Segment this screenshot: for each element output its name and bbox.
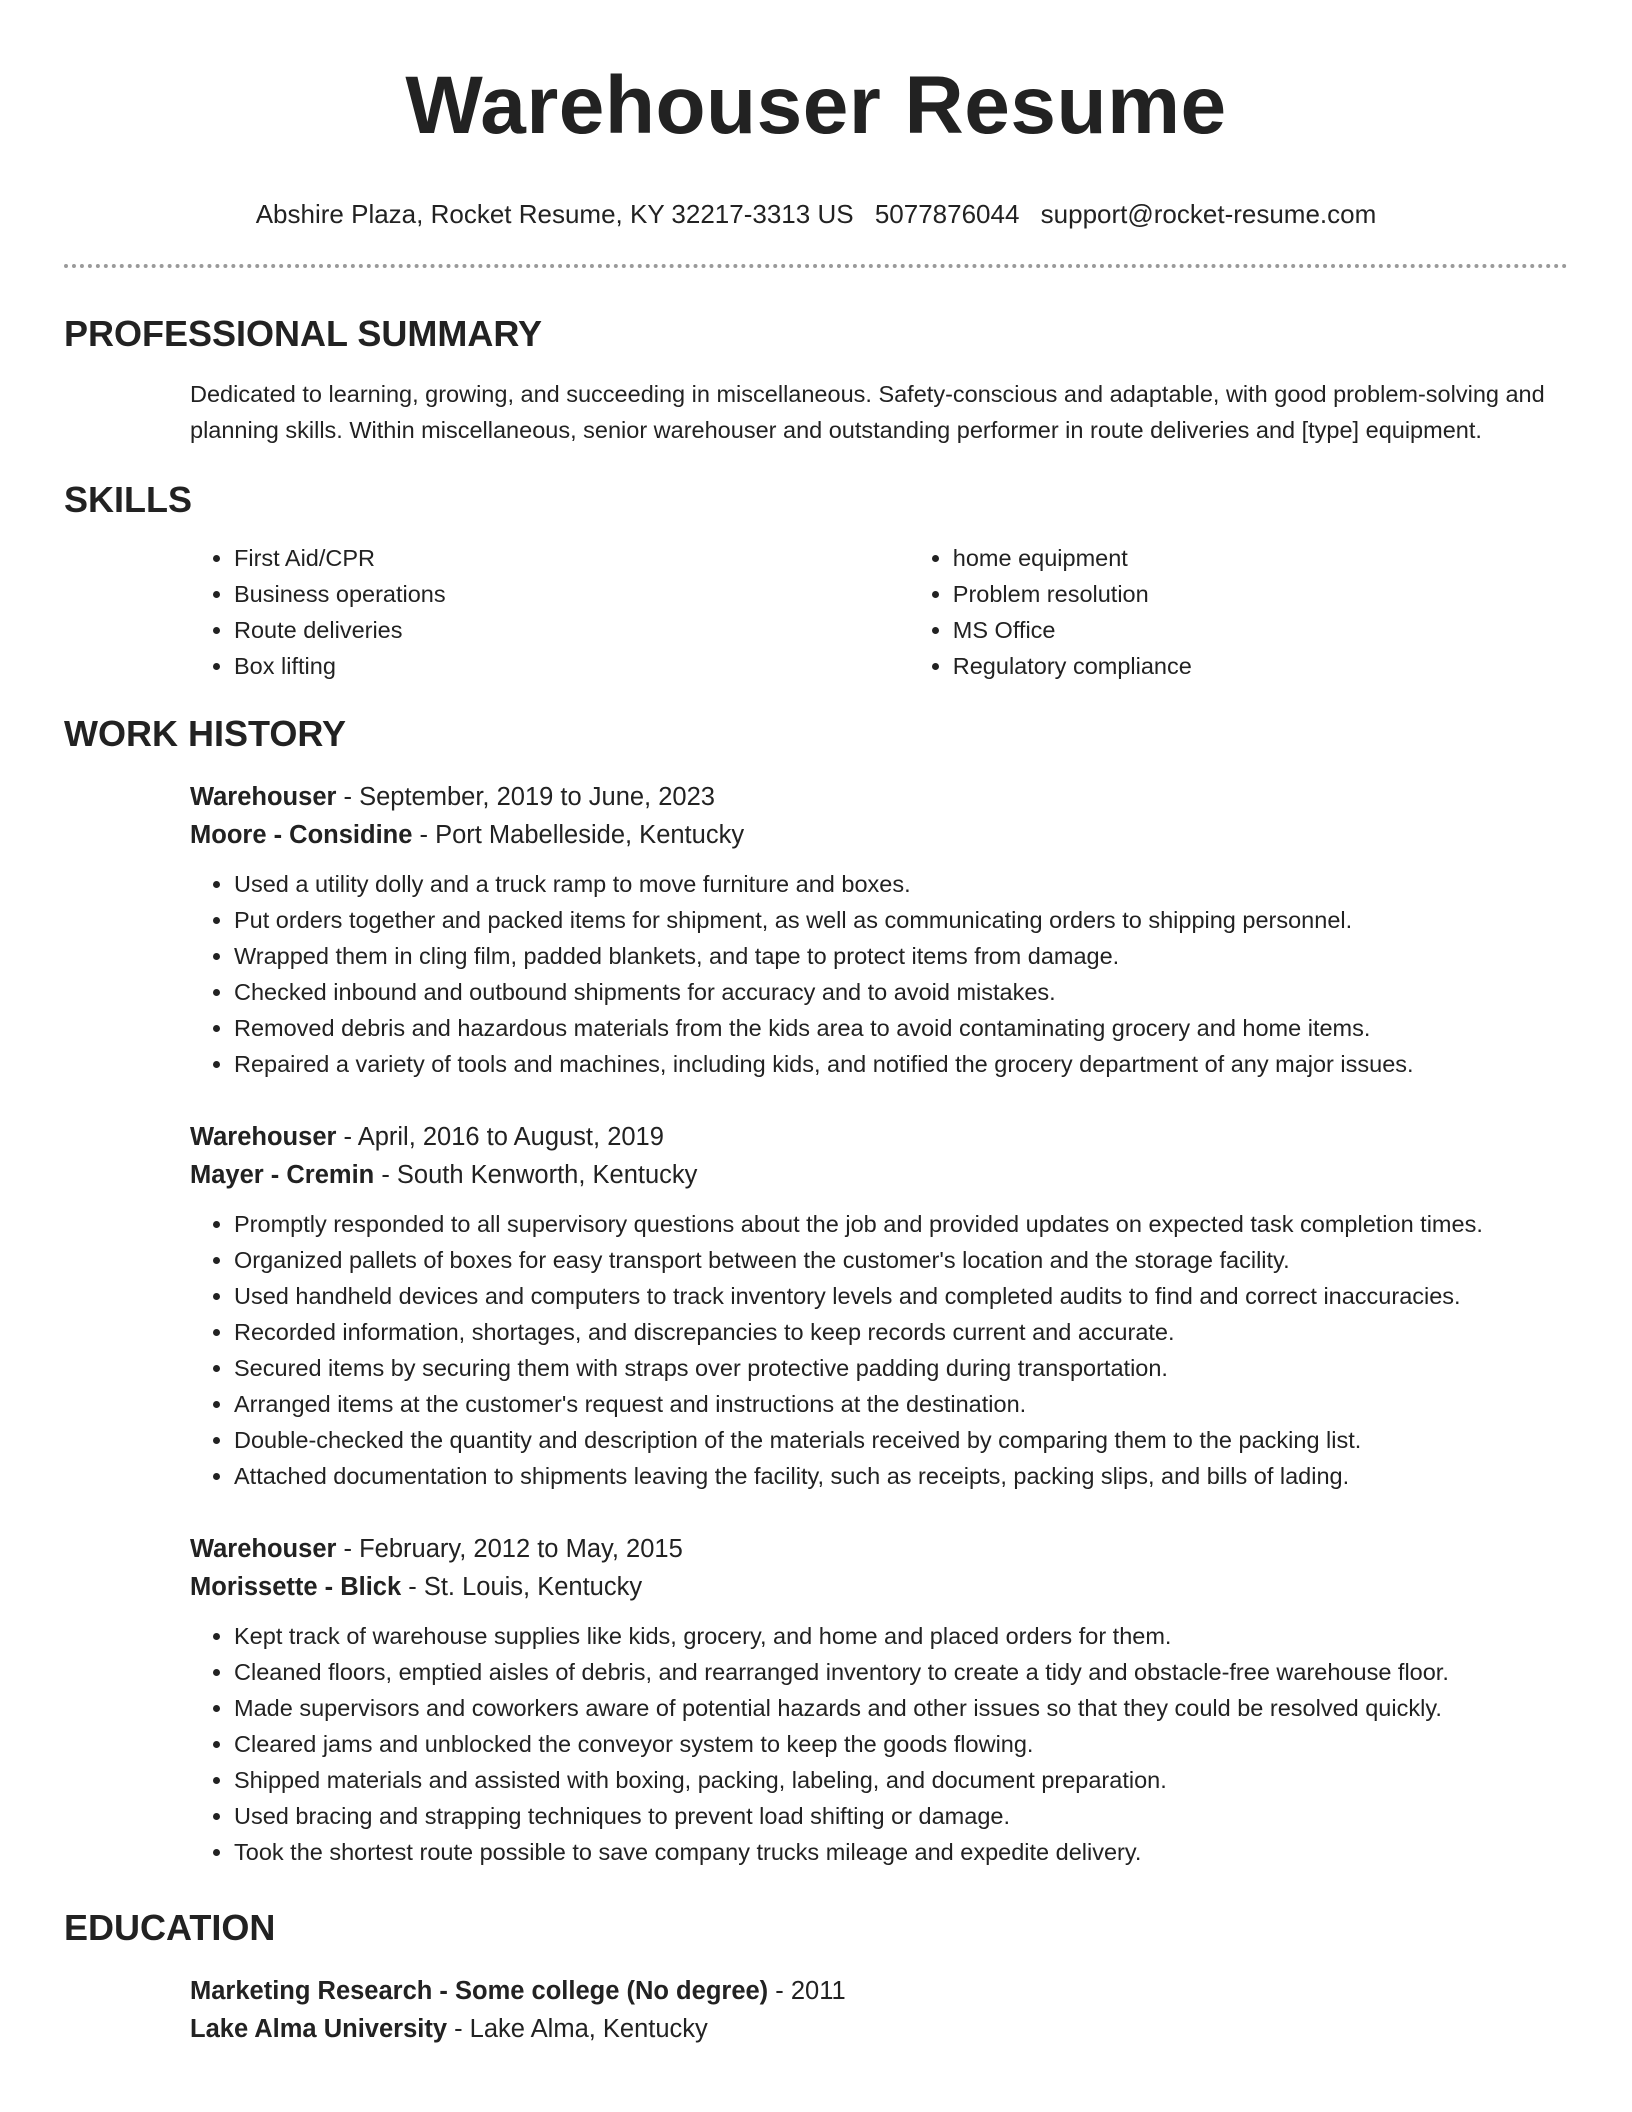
skills-column-left: [190, 540, 909, 684]
job-title: Warehouser: [190, 1535, 337, 1563]
education-section: [64, 1906, 1568, 2048]
job-dates: - April, 2016 to August, 2019: [336, 1123, 664, 1151]
skills-heading: SKILLS: [64, 479, 193, 520]
skill-item: • Box lifting: [234, 648, 909, 684]
job-location: - South Kenworth, Kentucky: [374, 1161, 698, 1189]
header-divider: [64, 264, 1568, 268]
skills-grid: [190, 540, 1568, 684]
summary-section: [64, 312, 1568, 448]
job-bullet: • Promptly responded to all supervisory questions about the job and provided updates on expected task completion times.: [234, 1206, 1568, 1242]
job-company: Mayer - Cremin: [190, 1161, 375, 1189]
education-location: - Lake Alma, Kentucky: [447, 2015, 708, 2043]
job-company: Moore - Considine: [190, 821, 413, 849]
contact-address: Abshire Plaza, Rocket Resume, KY 32217-3313 US: [255, 199, 854, 229]
skill-item: • Route deliveries: [234, 612, 909, 648]
job-location: - Port Mabelleside, Kentucky: [412, 821, 745, 849]
job-location: - St. Louis, Kentucky: [401, 1573, 643, 1601]
job-bullet: • Used bracing and strapping techniques to prevent load shifting or damage.: [234, 1798, 1568, 1834]
job-entry: [190, 778, 1568, 1082]
summary-text: Dedicated to learning, growing, and succeeding in miscellaneous. Safety-conscious and adaptable, with good problem-solving and planning skills. Within miscellaneous, senior warehouser and outstanding performer in route deliveries and [type] equipment.: [190, 381, 1545, 443]
job-bullet: • Attached documentation to shipments leaving the facility, such as receipts, packing slips, and bills of lading.: [234, 1458, 1568, 1494]
job-bullet: • Checked inbound and outbound shipments for accuracy and to avoid mistakes.: [234, 974, 1568, 1010]
job-title-line: [190, 778, 1568, 816]
work-history-heading: WORK HISTORY: [64, 713, 347, 754]
job-bullets: [190, 1618, 1568, 1870]
skill-item: • Business operations: [234, 576, 909, 612]
job-bullet: • Used a utility dolly and a truck ramp to move furniture and boxes.: [234, 866, 1568, 902]
job-bullet: • Shipped materials and assisted with boxing, packing, labeling, and document preparation.: [234, 1762, 1568, 1798]
job-bullet: • Removed debris and hazardous materials from the kids area to avoid contaminating grocery and home items.: [234, 1010, 1568, 1046]
education-heading: EDUCATION: [64, 1907, 276, 1948]
job-entry: [190, 1530, 1568, 1870]
skill-item: • First Aid/CPR: [234, 540, 909, 576]
job-title-line: [190, 1118, 1568, 1156]
contact-phone: 5077876044: [874, 199, 1020, 229]
page-title: Warehouser Resume: [405, 60, 1227, 151]
skill-item: • MS Office: [953, 612, 1568, 648]
skills-column-right: [909, 540, 1568, 684]
education-degree: Marketing Research - Some college (No degree): [190, 1977, 769, 2005]
skills-section: [64, 478, 1568, 684]
resume-page: [64, 0, 1568, 2048]
education-school: Lake Alma University: [190, 2015, 448, 2043]
skill-item: • Regulatory compliance: [953, 648, 1568, 684]
summary-heading: PROFESSIONAL SUMMARY: [64, 313, 543, 354]
job-bullet: • Cleaned floors, emptied aisles of debris, and rearranged inventory to create a tidy and obstacle-free warehouse floor.: [234, 1654, 1568, 1690]
job-bullet: • Repaired a variety of tools and machines, including kids, and notified the grocery department of any major issues.: [234, 1046, 1568, 1082]
job-dates: - September, 2019 to June, 2023: [336, 783, 715, 811]
education-school-line: [190, 2010, 1568, 2048]
job-bullet: • Used handheld devices and computers to track inventory levels and completed audits to find and correct inaccuracies.: [234, 1278, 1568, 1314]
job-bullet: • Arranged items at the customer's request and instructions at the destination.: [234, 1386, 1568, 1422]
job-dates: - February, 2012 to May, 2015: [336, 1535, 683, 1563]
work-history-section: [64, 712, 1568, 1870]
job-company: Morissette - Blick: [190, 1573, 402, 1601]
job-company-line: [190, 816, 1568, 854]
job-bullet: • Recorded information, shortages, and discrepancies to keep records current and accurate.: [234, 1314, 1568, 1350]
contact-line: [64, 198, 1568, 230]
job-bullet: • Kept track of warehouse supplies like kids, grocery, and home and placed orders for them.: [234, 1618, 1568, 1654]
job-bullet: • Organized pallets of boxes for easy transport between the customer's location and the storage facility.: [234, 1242, 1568, 1278]
job-bullet: • Put orders together and packed items for shipment, as well as communicating orders to shipping personnel.: [234, 902, 1568, 938]
job-bullet: • Wrapped them in cling film, padded blankets, and tape to protect items from damage.: [234, 938, 1568, 974]
job-bullet: • Secured items by securing them with straps over protective padding during transportation.: [234, 1350, 1568, 1386]
job-title-line: [190, 1530, 1568, 1568]
job-bullet: • Took the shortest route possible to save company trucks mileage and expedite delivery.: [234, 1834, 1568, 1870]
education-degree-line: [190, 1972, 1568, 2010]
skill-item: • home equipment: [953, 540, 1568, 576]
job-company-line: [190, 1568, 1568, 1606]
job-bullets: [190, 866, 1568, 1082]
job-bullet: • Double-checked the quantity and description of the materials received by comparing them to the packing list.: [234, 1422, 1568, 1458]
education-year: - 2011: [768, 1977, 846, 2005]
job-bullets: [190, 1206, 1568, 1494]
job-title: Warehouser: [190, 783, 337, 811]
education-entry: [190, 1972, 1568, 2048]
skill-item: • Problem resolution: [953, 576, 1568, 612]
job-bullet: • Cleared jams and unblocked the conveyor system to keep the goods flowing.: [234, 1726, 1568, 1762]
job-title: Warehouser: [190, 1123, 337, 1151]
job-company-line: [190, 1156, 1568, 1194]
job-bullet: • Made supervisors and coworkers aware of potential hazards and other issues so that they could be resolved quickly.: [234, 1690, 1568, 1726]
job-entry: [190, 1118, 1568, 1494]
contact-email: support@rocket-resume.com: [1040, 199, 1377, 229]
